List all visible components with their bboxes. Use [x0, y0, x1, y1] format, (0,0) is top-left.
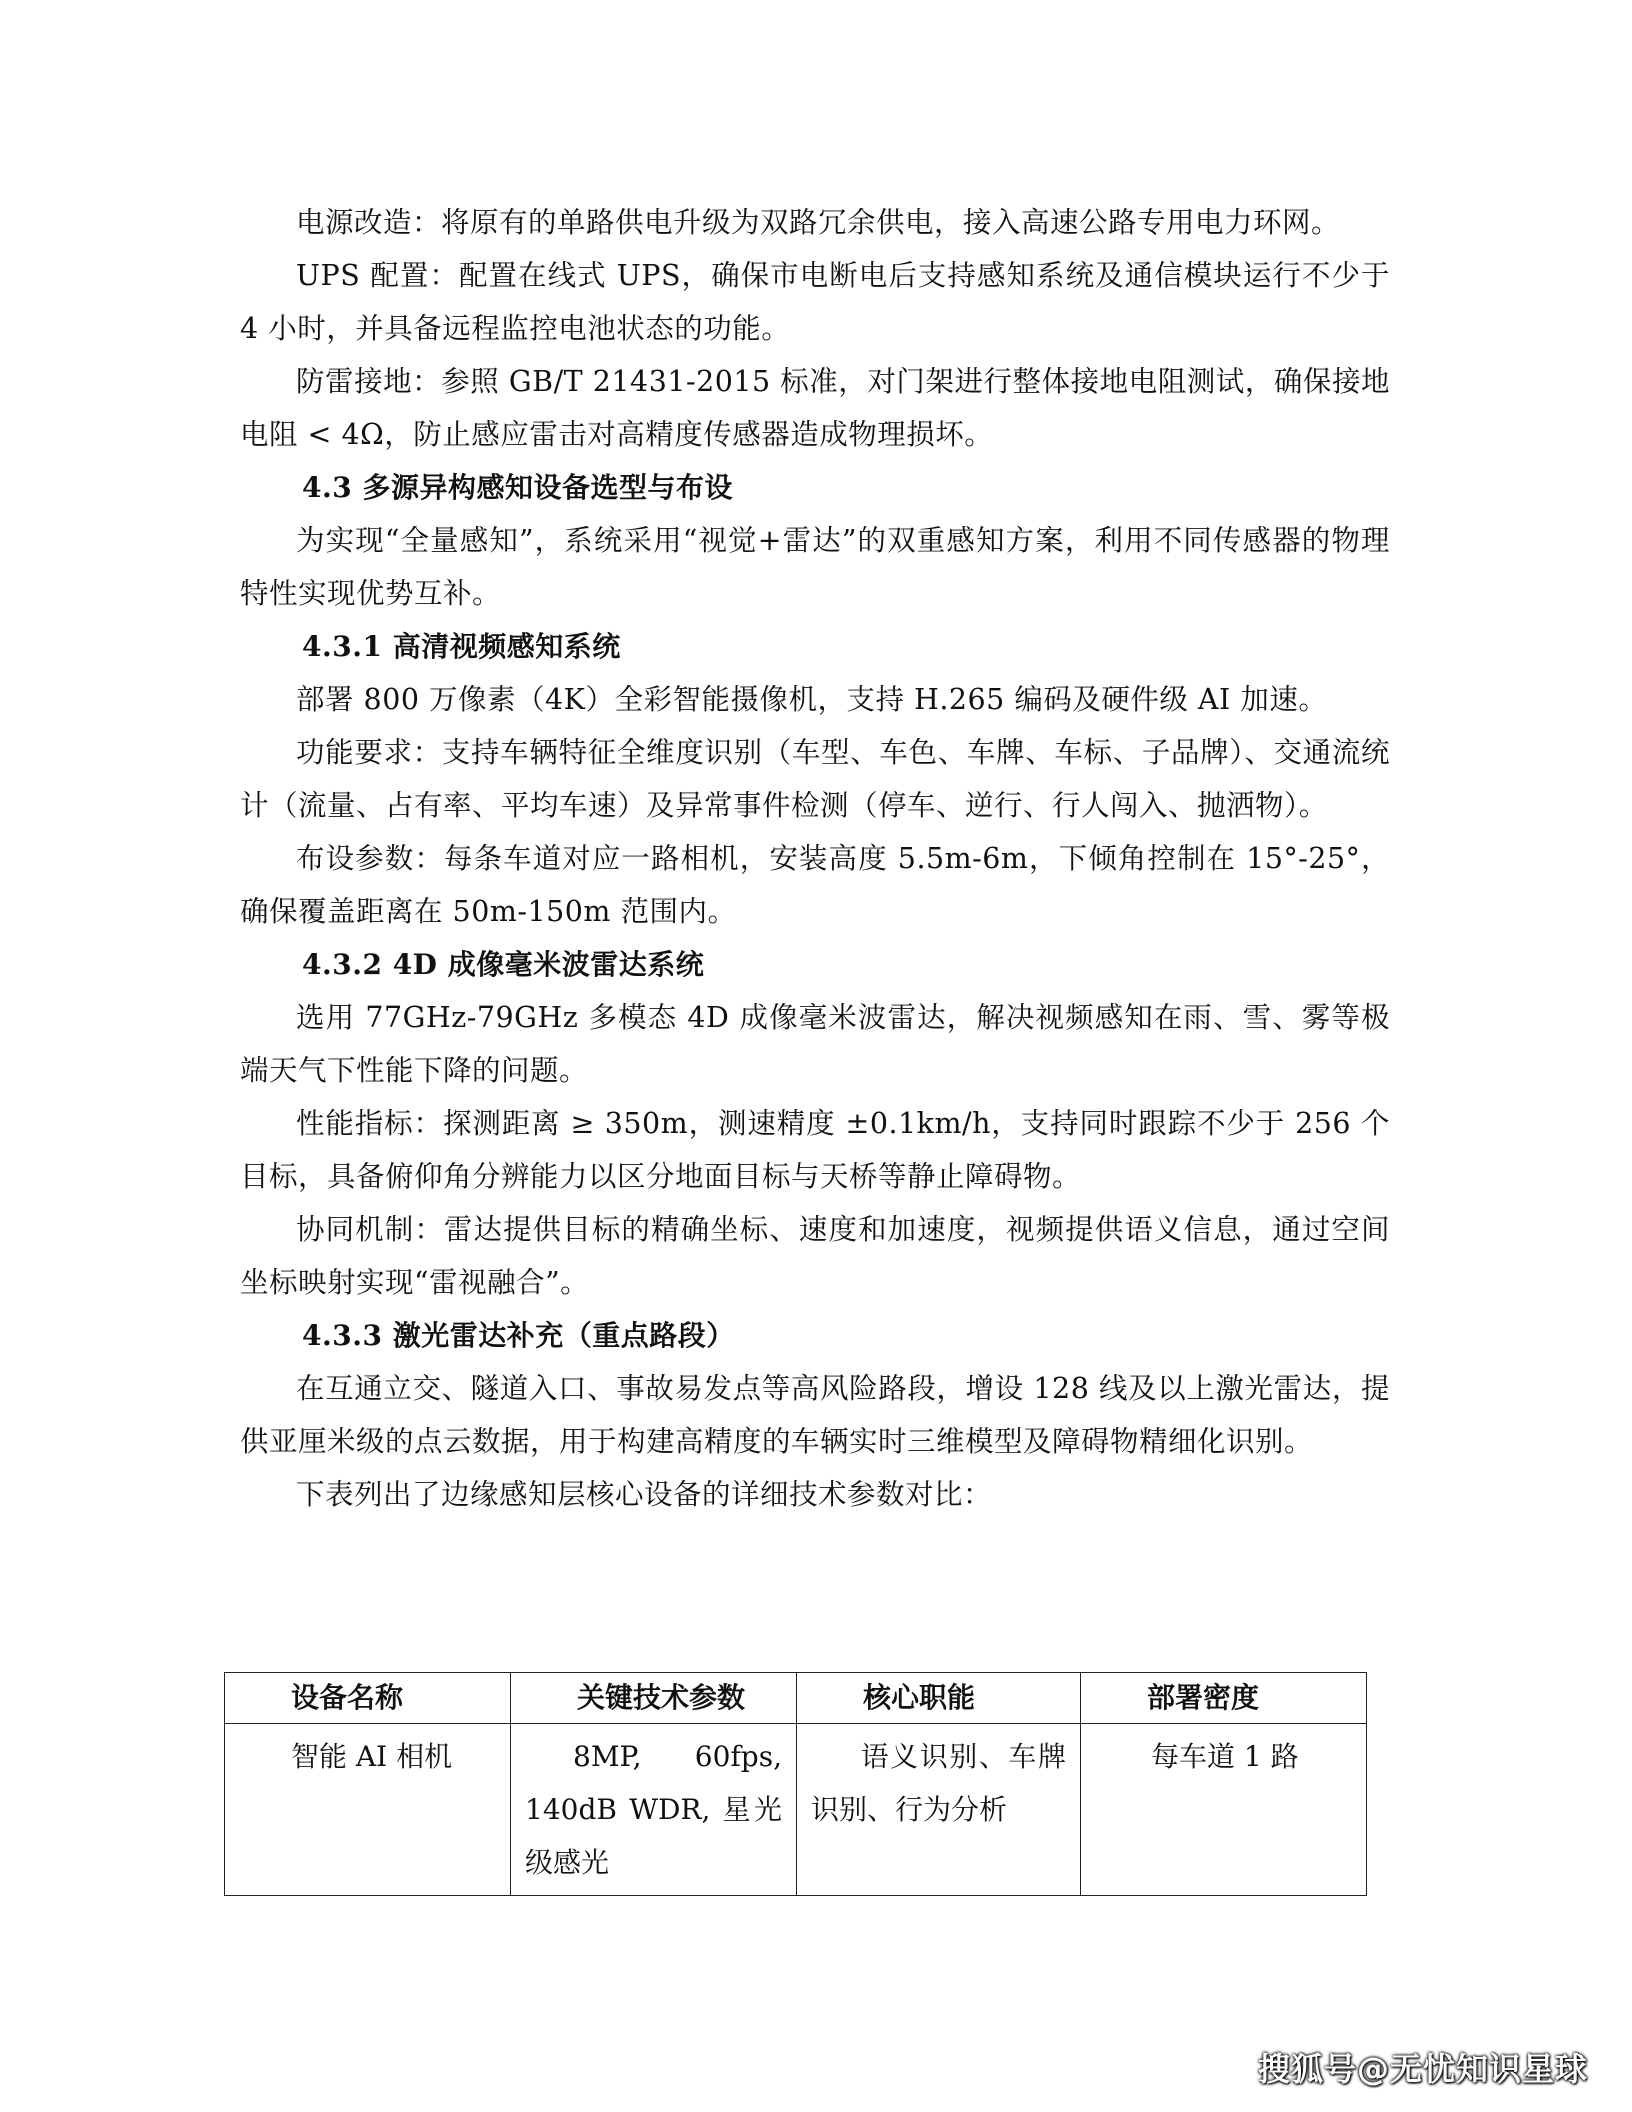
- cell-core-role: [797, 1724, 1081, 1896]
- device-spec-table: [224, 1672, 1367, 1896]
- paragraph-table-intro: 下表列出了边缘感知层核心设备的详细技术参数对比：: [296, 1478, 993, 1511]
- paragraph-lightning-grounding: 防雷接地：参照 GB/T 21431-2015 标准，对门架进行整体接地电阻测试，确保接地电阻 < 4Ω，防止感应雷击对高精度传感器造成物理损坏。: [240, 365, 1390, 451]
- source-watermark: 搜狐号@无忧知识星球: [1257, 2050, 1588, 2088]
- heading-4-3-1: 4.3.1 高清视频感知系统: [302, 630, 621, 663]
- header-key-params: 关键技术参数: [511, 1673, 797, 1724]
- cell-core-role-text: 语义识别、车牌识别、行为分析: [811, 1740, 1066, 1826]
- header-device-name: 设备名称: [225, 1673, 511, 1724]
- table-header-row: [225, 1673, 1367, 1724]
- paragraph-camera-params: 布设参数：每条车道对应一路相机，安装高度 5.5m-6m，下倾角控制在 15°-25°，确保覆盖距离在 50m-150m 范围内。: [240, 842, 1390, 928]
- cell-key-params: [511, 1724, 797, 1896]
- cell-deploy-density: 每车道 1 路: [1081, 1724, 1367, 1896]
- paragraph-camera-deploy: 部署 800 万像素（4K）全彩智能摄像机，支持 H.265 编码及硬件级 AI 加速。: [296, 683, 1328, 716]
- paragraph-radar-fusion: 协同机制：雷达提供目标的精确坐标、速度和加速度，视频提供语义信息，通过空间坐标映射实现“雷视融合”。: [240, 1213, 1390, 1299]
- paragraph-lidar: 在互通立交、隧道入口、事故易发点等高风险路段，增设 128 线及以上激光雷达，提供亚厘米级的点云数据，用于构建高精度的车辆实时三维模型及障碍物精细化识别。: [240, 1372, 1390, 1458]
- paragraph-camera-functions: 功能要求：支持车辆特征全维度识别（车型、车色、车牌、车标、子品牌）、交通流统计（流量、占有率、平均车速）及异常事件检测（停车、逆行、行人闯入、抛洒物）。: [240, 736, 1390, 822]
- paragraph-4-3-intro: 为实现“全量感知”，系统采用“视觉+雷达”的双重感知方案，利用不同传感器的物理特性实现优势互补。: [240, 524, 1390, 610]
- heading-4-3: 4.3 多源异构感知设备选型与布设: [302, 471, 733, 504]
- document-body: [240, 196, 1390, 1521]
- table-row: [225, 1724, 1367, 1896]
- paragraph-radar-select: 选用 77GHz-79GHz 多模态 4D 成像毫米波雷达，解决视频感知在雨、雪、雾等极端天气下性能下降的问题。: [240, 1001, 1390, 1087]
- header-deploy-density: 部署密度: [1081, 1673, 1367, 1724]
- paragraph-ups-config: UPS 配置：配置在线式 UPS，确保市电断电后支持感知系统及通信模块运行不少于 4 小时，并具备远程监控电池状态的功能。: [240, 259, 1390, 345]
- cell-key-params-text: 8MP, 60fps, 140dB WDR, 星光级感光: [525, 1740, 782, 1879]
- cell-device-name: 智能 AI 相机: [225, 1724, 511, 1896]
- paragraph-radar-performance: 性能指标：探测距离 ≥ 350m，测速精度 ±0.1km/h，支持同时跟踪不少于 256 个目标，具备俯仰角分辨能力以区分地面目标与天桥等静止障碍物。: [240, 1107, 1390, 1193]
- paragraph-power-upgrade: 电源改造：将原有的单路供电升级为双路冗余供电，接入高速公路专用电力环网。: [296, 206, 1341, 239]
- heading-4-3-3: 4.3.3 激光雷达补充（重点路段）: [302, 1319, 735, 1352]
- header-core-role: 核心职能: [797, 1673, 1081, 1724]
- heading-4-3-2: 4.3.2 4D 成像毫米波雷达系统: [302, 948, 705, 981]
